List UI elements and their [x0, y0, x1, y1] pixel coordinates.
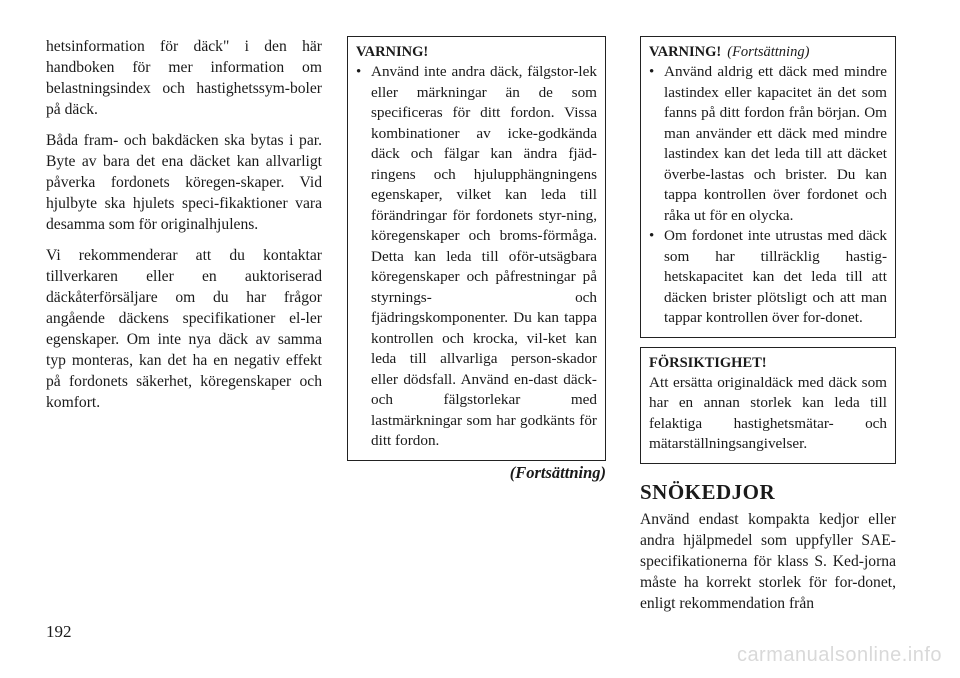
- warning-title: VARNING!: [356, 44, 429, 60]
- warning-item: • Använd inte andra däck, fälgstor-lek eller märkningar än de som specificeras för ditt fordon. Vissa kombinationer av icke-godkända däck och fälgar kan ändra fjäd-ringens och hjulupphängningens egenskaper, vilket kan leda till förändringar för fordonets styr-ning, köregenskaper och broms-förmåga. Detta kan leda till oför-utsägbara köregenskaper och påfrestningar på styrnings- och fjädringskomponenter. Du kan tappa kontrollen och krocka, vil-ket kan leda till allvarliga person-skador eller dödsfall. Använd en-dast däck- och fälgstorlekar med lastmärkningar som har godkänts för ditt fordon.: [356, 62, 597, 452]
- warning-list: [356, 62, 597, 452]
- warning-continued-label: (Fortsättning): [727, 44, 810, 60]
- warning-box: [347, 36, 606, 461]
- warning-title-text: VARNING!: [649, 44, 722, 60]
- paragraph-replace-in-pairs: Båda fram- och bakdäcken ska bytas i par. Byte av bara det ena däcket kan allvarligt påverka fordonets köregen-skaper. Vid hjulbyte ska hjulets speci-fikaktioner vara desamma som för originalhjulens.: [46, 132, 322, 233]
- warning-title-continued: [649, 43, 887, 62]
- column-middle: [347, 36, 606, 483]
- column-right: [640, 36, 896, 624]
- warning-item-load-index: • Använd aldrig ett däck med mindre lastindex eller kapacitet än det som fanns på ditt fordon från början. Om man använder ett däck med mindre lastindex kan det leda till att däcket överbe-lastas och brister. Du kan tappa kontrollen över fordonet och råka ut för en olycka.: [649, 62, 887, 226]
- caution-title: FÖRSIKTIGHET!: [649, 354, 767, 371]
- page-number: 192: [46, 622, 72, 641]
- paragraph-snow-chains: Använd endast kompakta kedjor eller andra hjälpmedel som uppfyller SAE-specifikationerna för klass S. Ked-jorna måste ha korrekt storlek för for-donet, enligt rekommendation från: [640, 510, 896, 612]
- column-left: [46, 36, 322, 423]
- paragraph-speed-info: hetsinformation för däck" i den här handboken för mer information om belastningsindex och hastighetssym-boler på däck.: [46, 38, 322, 118]
- warning-list-continued: [649, 62, 887, 329]
- watermark: carmanualsonline.info: [736, 644, 942, 666]
- warning-item-speed-capacity: • Om fordonet inte utrustas med däck som har tillräcklig hastig-hetskapacitet kan det leda till att däcken brister plötsligt och att man tappar kontrollen över for-donet.: [649, 226, 887, 329]
- warning-box-continued: [640, 36, 896, 338]
- section-heading-snow-chains: SNÖKEDJOR: [640, 479, 776, 504]
- caution-box: [640, 347, 896, 464]
- caution-text: Att ersätta originaldäck med däck som har en annan storlek kan leda till felaktiga hastighetsmätar- och mätarställningsangivelser.: [649, 373, 887, 452]
- continued-label: (Fortsättning): [509, 462, 606, 482]
- paragraph-contact-dealer: Vi rekommenderar att du kontaktar tillverkaren eller en auktoriserad däckåterförsäljare om du har frågor angående däckens specifikationer el-ler egenskaper. Om inte nya däck av samma typ monteras, kan det ha en negativ effekt på fordonets säkerhet, köregenskaper och komfort.: [46, 247, 322, 411]
